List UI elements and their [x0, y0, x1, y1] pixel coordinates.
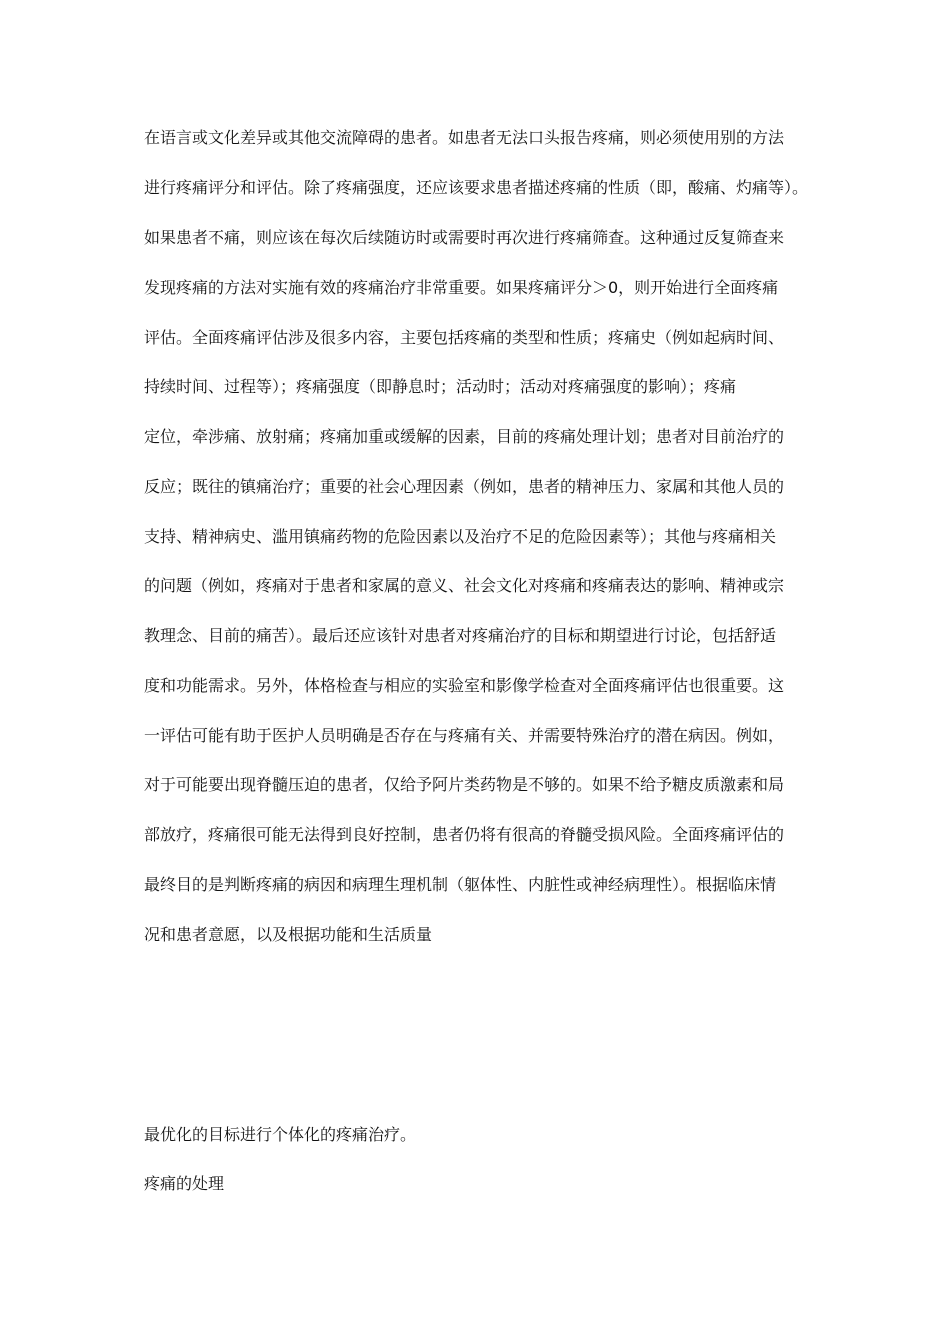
- section-heading: 疼痛的处理: [144, 1174, 225, 1193]
- body-line: 度和功能需求。另外，体格检查与相应的实验室和影像学检查对全面疼痛评估也很重要。这: [144, 676, 785, 695]
- body-line: 在语言或文化差异或其他交流障碍的患者。如患者无法口头报告疼痛，则必须使用别的方法: [144, 128, 785, 147]
- body-line: 况和患者意愿，以及根据功能和生活质量: [144, 925, 433, 944]
- body-line: 如果患者不痛，则应该在每次后续随访时或需要时再次进行疼痛筛查。这种通过反复筛查来: [144, 228, 785, 247]
- body-line: 进行疼痛评分和评估。除了疼痛强度，还应该要求患者描述疼痛的性质（即，酸痛、灼痛等）。: [144, 178, 809, 197]
- body-line: 最终目的是判断疼痛的病因和病理生理机制（躯体性、内脏性或神经病理性）。根据临床情: [144, 875, 777, 894]
- body-line: 评估。全面疼痛评估涉及很多内容，主要包括疼痛的类型和性质；疼痛史（例如起病时间、: [144, 328, 785, 347]
- body-line: 最优化的目标进行个体化的疼痛治疗。: [144, 1125, 417, 1144]
- body-line: 支持、精神病史、滥用镇痛药物的危险因素以及治疗不足的危险因素等）；其他与疼痛相关: [144, 527, 777, 546]
- body-line: 部放疗，疼痛很可能无法得到良好控制，患者仍将有很高的脊髓受损风险。全面疼痛评估的: [144, 825, 785, 844]
- body-line: 反应；既往的镇痛治疗；重要的社会心理因素（例如，患者的精神压力、家属和其他人员的: [144, 477, 785, 496]
- body-line: 一评估可能有助于医护人员明确是否存在与疼痛有关、并需要特殊治疗的潜在病因。例如，: [144, 726, 785, 745]
- body-line: 持续时间、过程等）；疼痛强度（即静息时；活动时；活动对疼痛强度的影响）；疼痛: [144, 377, 737, 396]
- body-line: 教理念、目前的痛苦）。最后还应该针对患者对疼痛治疗的目标和期望进行讨论，包括舒适: [144, 626, 777, 645]
- body-line: 对于可能要出现脊髓压迫的患者，仅给予阿片类药物是不够的。如果不给予糖皮质激素和局: [144, 775, 785, 794]
- body-line: 的问题（例如，疼痛对于患者和家属的意义、社会文化对疼痛和疼痛表达的影响、精神或宗: [144, 576, 785, 595]
- body-line: 发现疼痛的方法对实施有效的疼痛治疗非常重要。如果疼痛评分＞0，则开始进行全面疼痛: [144, 278, 779, 297]
- body-line: 定位，牵涉痛、放射痛；疼痛加重或缓解的因素，目前的疼痛处理计划；患者对目前治疗的: [144, 427, 785, 446]
